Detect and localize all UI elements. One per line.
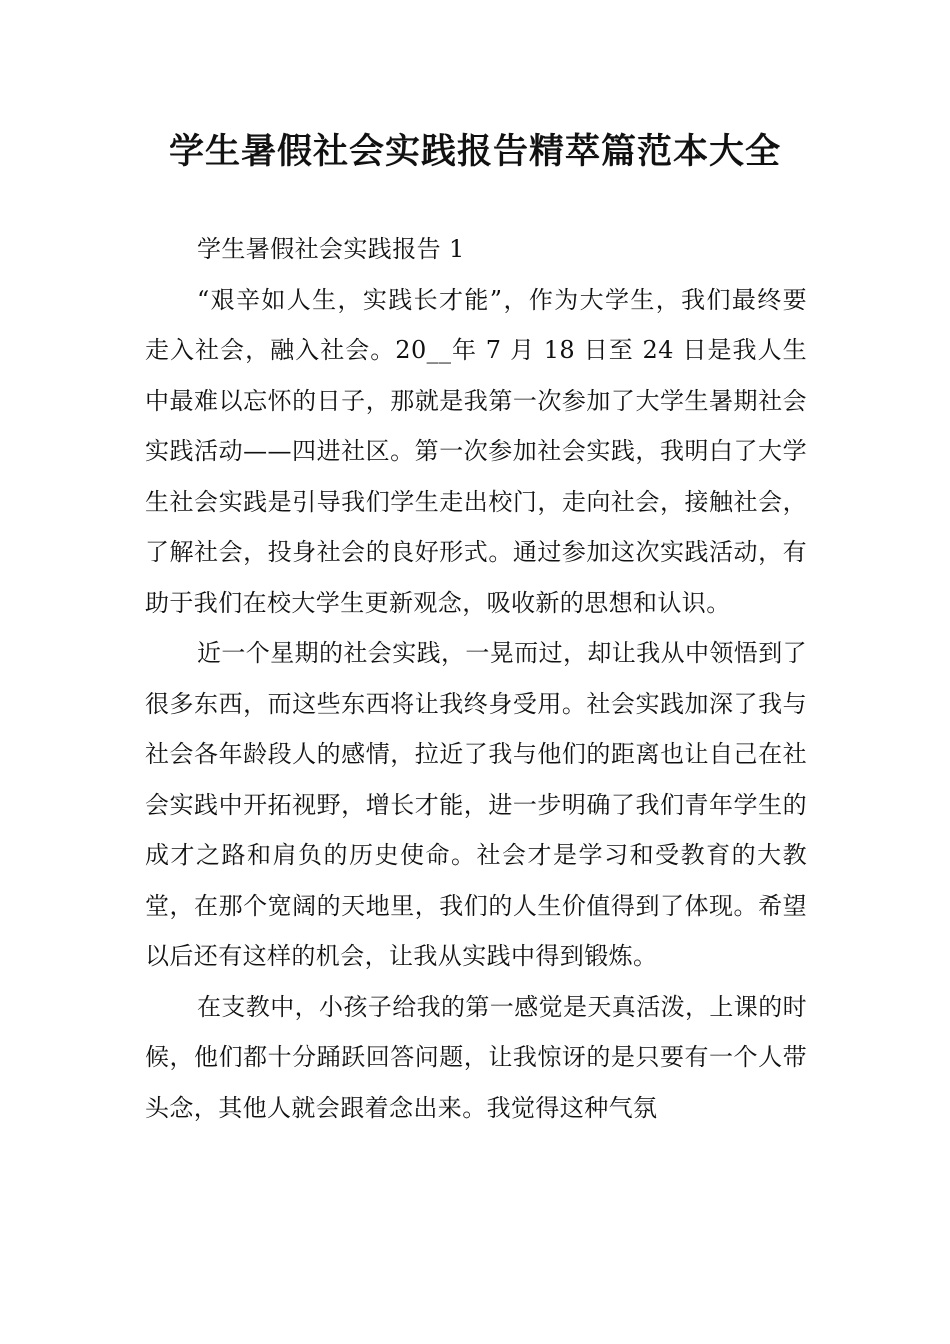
document-title: 学生暑假社会实践报告精萃篇范本大全 [168,132,781,172]
paragraph-2: 近一个星期的社会实践，一晃而过，却让我从中领悟到了很多东西，而这些东西将让我终身受用。社会实践加深了我与社会各年龄段人的感情，拉近了我与他们的距离也让自己在社会实践中开拓视野，增长才能，进一步明确了我们青年学生的成才之路和肩负的历史使命。社会才是学习和受教育的大教堂，在那个宽阔的天地里，我们的人生价值得到了体现。希望以后还有这样的机会，让我从实践中得到锻炼。 [145,639,807,970]
document-body [145,224,807,1133]
paragraph-1: “艰辛如人生，实践长才能”，作为大学生，我们最终要走入社会，融入社会。20__年 7 月 18 日至 24 日是我人生中最难以忘怀的日子，那就是我第一次参加了大学生暑期社会实践活动——四进社区。第一次参加社会实践，我明白了大学生社会实践是引导我们学生走出校门，走向社会，接触社会，了解社会，投身社会的良好形式。通过参加这次实践活动，有助于我们在校大学生更新观念，吸收新的思想和认识。 [145,285,807,617]
paragraph-3: 在支教中，小孩子给我的第一感觉是天真活泼，上课的时候，他们都十分踊跃回答问题，让我惊讶的是只要有一个人带头念，其他人就会跟着念出来。我觉得这种气氛 [145,992,807,1122]
section-heading: 学生暑假社会实践报告 1 [197,235,465,263]
